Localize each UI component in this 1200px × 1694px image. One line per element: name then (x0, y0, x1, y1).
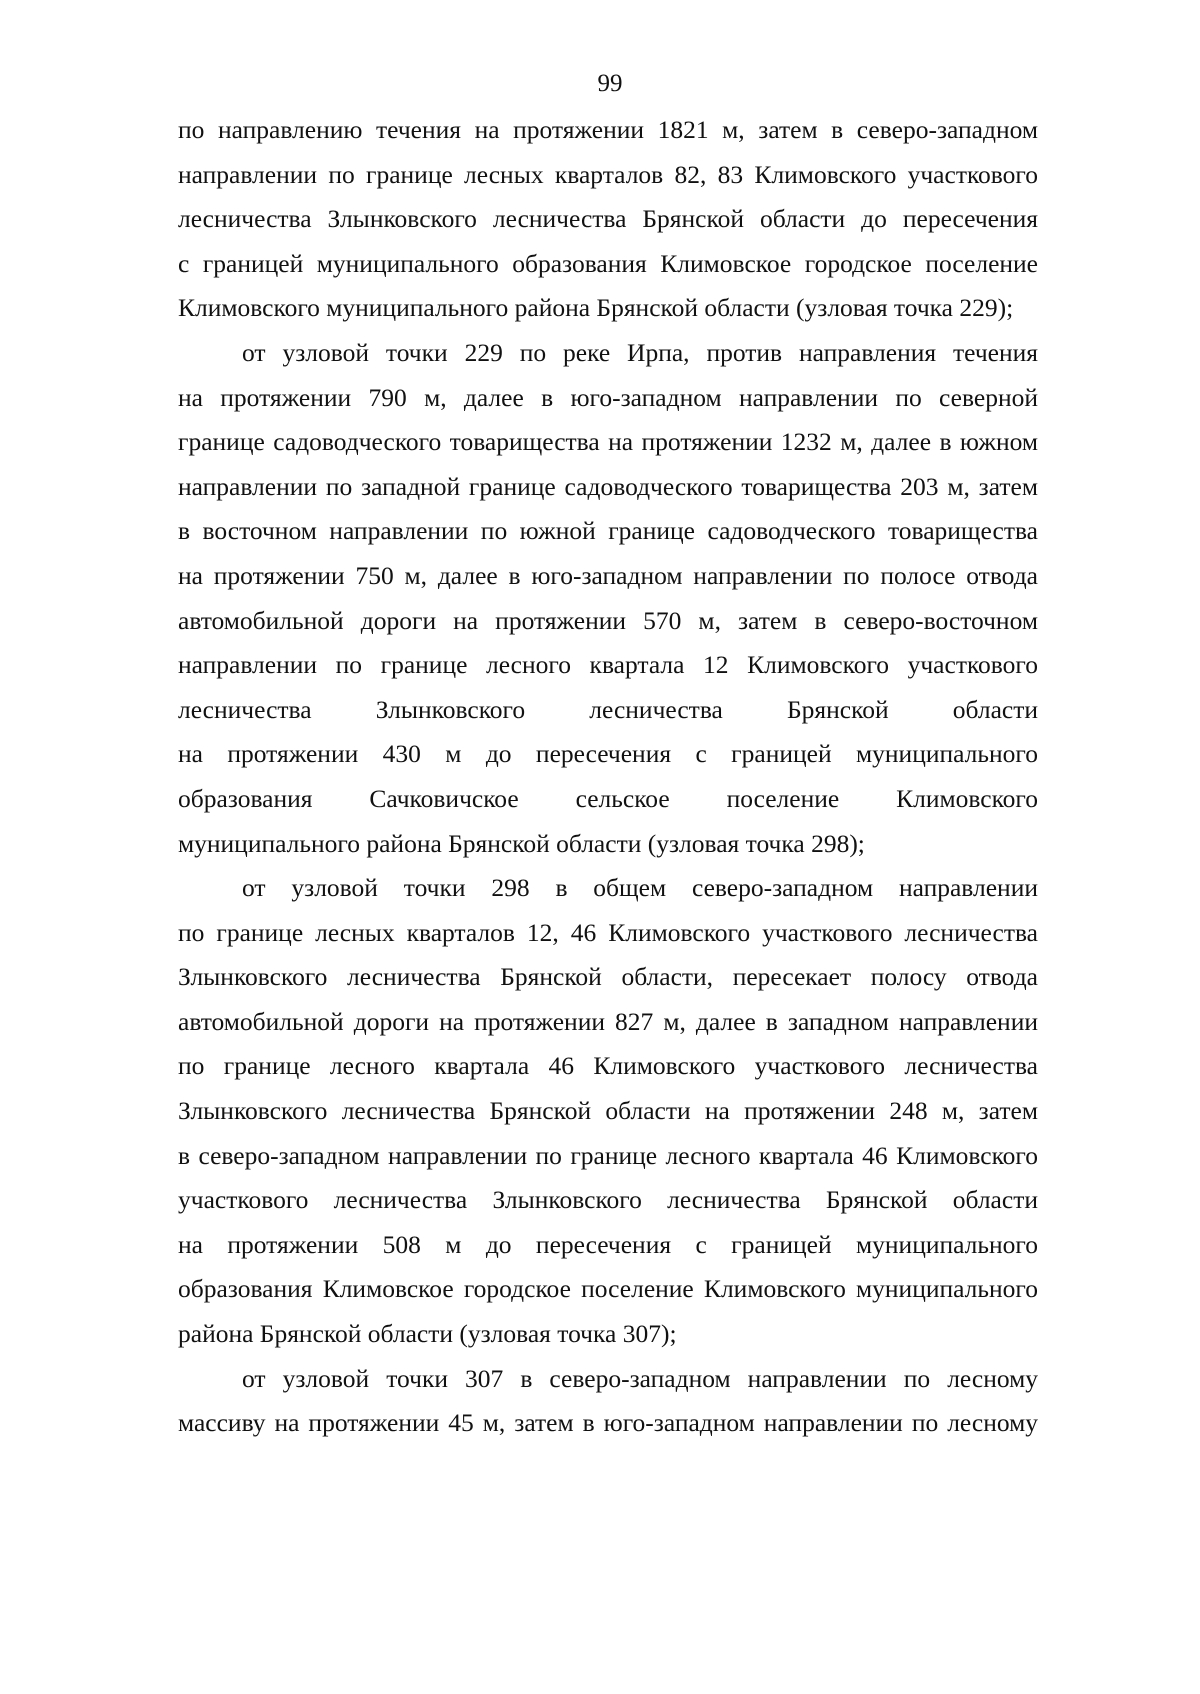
text-line: от узловой точки 298 в общем северо-западном направлении (242, 873, 1038, 903)
text-line: муниципального района Брянской области (узловая точка 298); (178, 828, 865, 858)
text-line: района Брянской области (узловая точка 307); (178, 1319, 677, 1349)
text-line: от узловой точки 229 по реке Ирпа, против направления течения (242, 337, 1038, 367)
text-line: по границе лесных кварталов 12, 46 Климовского участкового лесничества (178, 917, 1038, 947)
text-line: на протяжении 790 м, далее в юго-западном направлении по северной (178, 382, 1038, 412)
paragraph (178, 1357, 1038, 1446)
text-line: направлении по западной границе садоводческого товарищества 203 м, затем (178, 471, 1038, 501)
paragraph (178, 108, 1038, 331)
text-line: границе садоводческого товарищества на протяжении 1232 м, далее в южном (178, 427, 1038, 457)
text-line: на протяжении 508 м до пересечения с границей муниципального (178, 1229, 1038, 1259)
text-line: участкового лесничества Злынковского лесничества Брянской области (178, 1185, 1038, 1215)
text-line: Злынковского лесничества Брянской области на протяжении 248 м, затем (178, 1096, 1038, 1126)
text-line: по направлению течения на протяжении 1821 м, затем в северо-западном (178, 115, 1038, 144)
text-line: по границе лесного квартала 46 Климовского участкового лесничества (178, 1051, 1038, 1081)
text-line: лесничества Злынковского лесничества Брянской области до пересечения (178, 204, 1038, 234)
paragraph (178, 866, 1038, 1357)
document-body (178, 108, 1038, 1446)
text-line: на протяжении 750 м, далее в юго-западном направлении по полосе отвода (178, 560, 1038, 590)
text-line: в восточном направлении по южной границе садоводческого товарищества (178, 516, 1038, 546)
text-line: от узловой точки 307 в северо-западном направлении по лесному (242, 1363, 1038, 1393)
text-line: лесничества Злынковского лесничества Брянской области (178, 694, 1038, 724)
text-line: автомобильной дороги на протяжении 570 м, затем в северо-восточном (178, 605, 1038, 635)
text-line: Злынковского лесничества Брянской области, пересекает полосу отвода (178, 962, 1038, 992)
text-line: на протяжении 430 м до пересечения с границей муниципального (178, 739, 1038, 769)
text-line: массиву на протяжении 45 м, затем в юго-западном направлении по лесному (178, 1408, 1038, 1438)
text-line: автомобильной дороги на протяжении 827 м, далее в западном направлении (178, 1006, 1038, 1036)
text-line: образования Сачковичское сельское поселение Климовского (178, 783, 1038, 813)
page-number: 99 (597, 70, 623, 97)
text-line: с границей муниципального образования Климовское городское поселение (178, 248, 1038, 278)
text-line: в северо-западном направлении по границе лесного квартала 46 Климовского (178, 1140, 1038, 1170)
text-line: направлении по границе лесных кварталов 82, 83 Климовского участкового (178, 159, 1038, 189)
text-line: Климовского муниципального района Брянской области (узловая точка 229); (178, 293, 1014, 323)
text-line: направлении по границе лесного квартала 12 Климовского участкового (178, 650, 1038, 680)
text-line: образования Климовское городское поселение Климовского муниципального (178, 1274, 1038, 1304)
paragraph (178, 331, 1038, 866)
